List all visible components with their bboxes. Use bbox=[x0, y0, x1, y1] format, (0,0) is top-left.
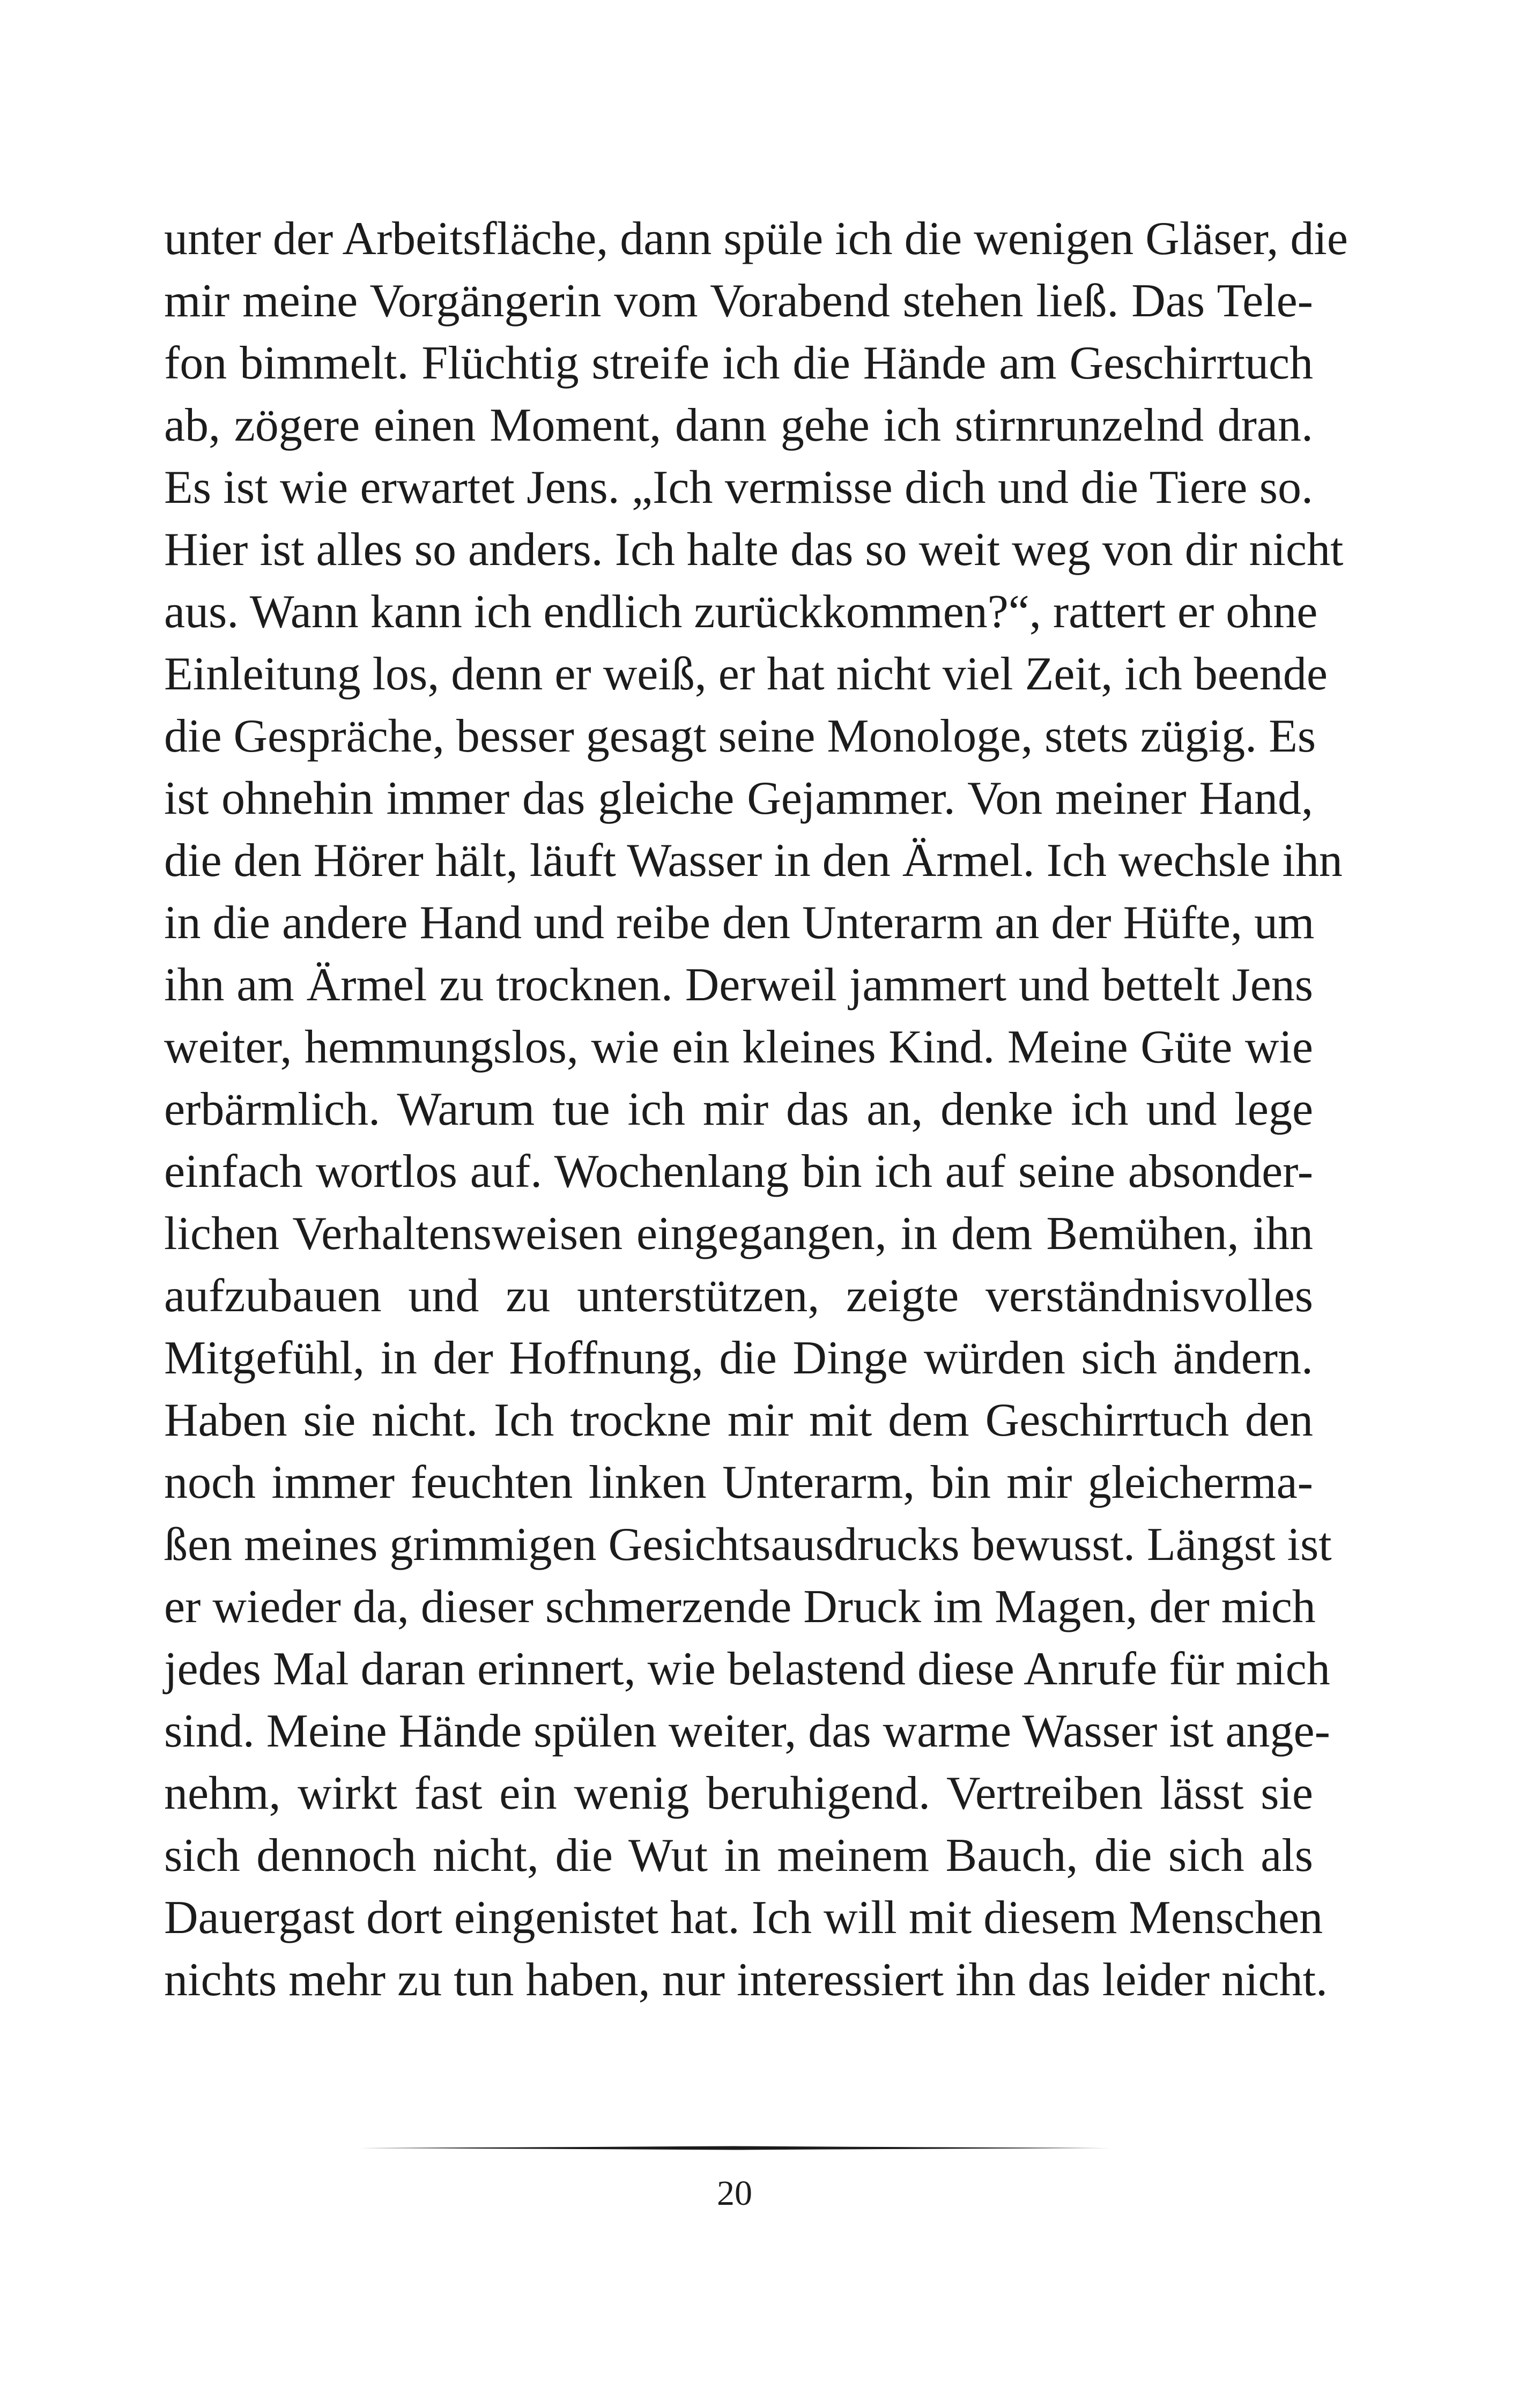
text-line: Mitgefühl, in der Hoffnung, die Dinge würden sich ändern. bbox=[164, 1332, 1313, 1384]
footer-rule bbox=[359, 2145, 1110, 2151]
text-line: die den Hörer hält, läuft Wasser in den Ärmel. Ich wechsle ihn bbox=[164, 835, 1343, 887]
text-line: einfach wortlos auf. Wochenlang bin ich auf seine absonder- bbox=[164, 1146, 1313, 1198]
text-line: unter der Arbeitsfläche, dann spüle ich die wenigen Gläser, die bbox=[164, 213, 1348, 265]
text-line: erbärmlich. Warum tue ich mir das an, denke ich und lege bbox=[164, 1083, 1313, 1135]
text-line: er wieder da, dieser schmerzende Druck im Magen, der mich bbox=[164, 1581, 1316, 1633]
text-line: mir meine Vorgängerin vom Vorabend stehen ließ. Das Tele- bbox=[164, 275, 1313, 327]
text-line: Haben sie nicht. Ich trockne mir mit dem Geschirrtuch den bbox=[164, 1394, 1313, 1446]
text-line: lichen Verhaltensweisen eingegangen, in dem Bemühen, ihn bbox=[164, 1208, 1313, 1260]
text-line: in die andere Hand und reibe den Unterarm an der Hüfte, um bbox=[164, 897, 1315, 949]
text-line: ihn am Ärmel zu trocknen. Derweil jammert und bettelt Jens bbox=[164, 959, 1313, 1011]
text-line: aus. Wann kann ich endlich zurückkommen?“, rattert er ohne bbox=[164, 586, 1318, 638]
text-line: fon bimmelt. Flüchtig streife ich die Hände am Geschirrtuch bbox=[164, 337, 1313, 389]
text-line: jedes Mal daran erinnert, wie belastend diese Anrufe für mich bbox=[164, 1643, 1330, 1695]
text-line: weiter, hemmungslos, wie ein kleines Kind. Meine Güte wie bbox=[164, 1021, 1313, 1073]
text-line: Dauergast dort eingenistet hat. Ich will mit diesem Menschen bbox=[164, 1892, 1323, 1944]
text-line: nehm, wirkt fast ein wenig beruhigend. Vertreiben lässt sie bbox=[164, 1767, 1313, 1819]
page-number: 20 bbox=[717, 2174, 752, 2213]
text-line: noch immer feuchten linken Unterarm, bin mir gleicherma- bbox=[164, 1456, 1313, 1508]
text-line: nichts mehr zu tun haben, nur interessiert ihn das leider nicht. bbox=[164, 1954, 1328, 2006]
text-line: ist ohnehin immer das gleiche Gejammer. Von meiner Hand, bbox=[164, 772, 1313, 824]
text-line: ab, zögere einen Moment, dann gehe ich stirnrunzelnd dran. bbox=[164, 399, 1313, 451]
body-text bbox=[164, 208, 1348, 2011]
text-line: die Gespräche, besser gesagt seine Monologe, stets zügig. Es bbox=[164, 710, 1316, 762]
text-line: aufzubauen und zu unterstützen, zeigte verständnisvolles bbox=[164, 1270, 1313, 1322]
text-line: sich dennoch nicht, die Wut in meinem Bauch, die sich als bbox=[164, 1830, 1313, 1882]
text-line: ßen meines grimmigen Gesichtsausdrucks bewusst. Längst ist bbox=[164, 1519, 1332, 1571]
text-line: Einleitung los, denn er weiß, er hat nicht viel Zeit, ich beende bbox=[164, 648, 1328, 700]
text-line: Es ist wie erwartet Jens. „Ich vermisse dich und die Tiere so. bbox=[164, 462, 1313, 514]
text-line: Hier ist alles so anders. Ich halte das so weit weg von dir nicht bbox=[164, 524, 1344, 576]
text-line: sind. Meine Hände spülen weiter, das warme Wasser ist ange- bbox=[164, 1705, 1330, 1757]
